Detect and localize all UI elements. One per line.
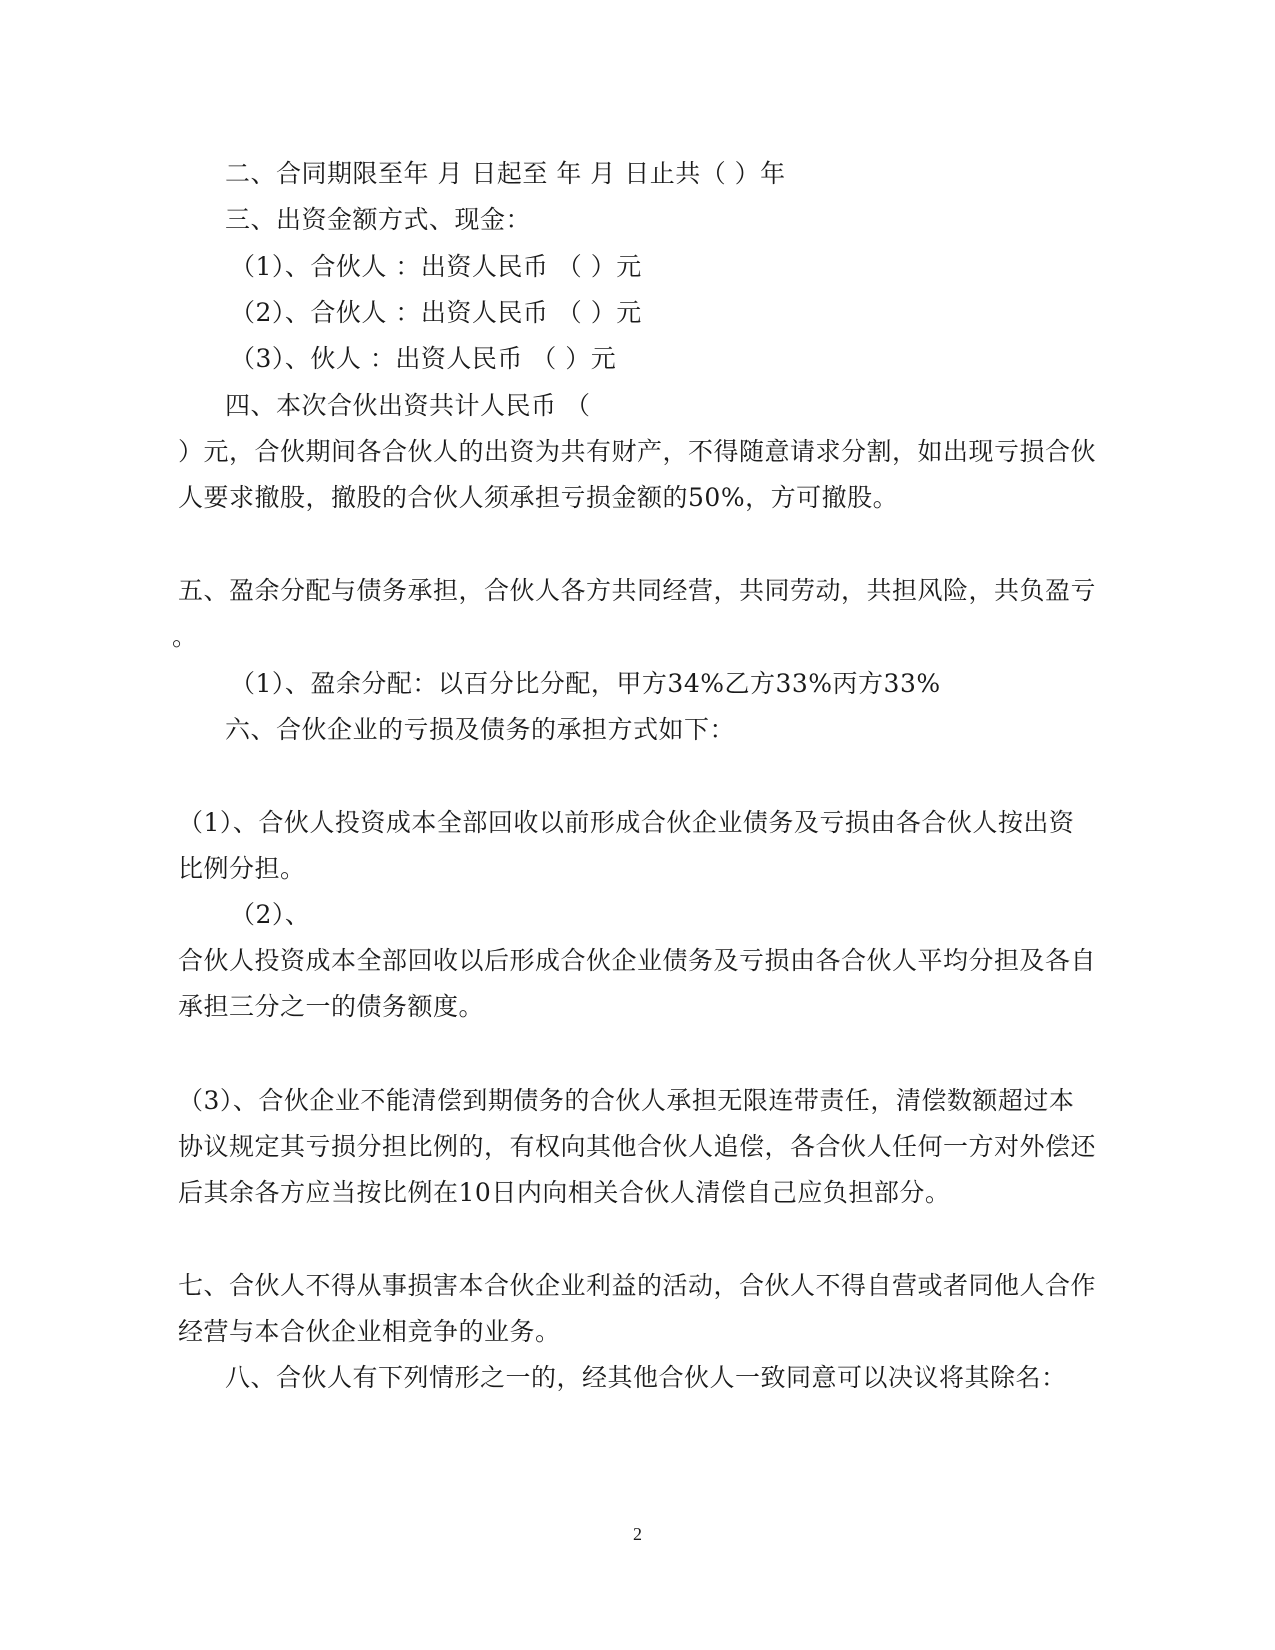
- partner-3-contribution: （3）、伙人 ：出资人民币 （ ）元: [230, 344, 617, 373]
- loss-item-2-text: 承担三分之一的债务额度。: [178, 992, 485, 1021]
- loss-item-2: （2）、: [230, 900, 311, 929]
- partner-2-contribution: （2）、合伙人 ：出资人民币 （ ）元: [230, 298, 642, 327]
- clause-4-text: ）元，合伙期间各合伙人的出资为共有财产，不得随意请求分割，如出现亏损合伙: [178, 437, 1097, 466]
- clause-3-contribution: 三、出资金额方式、现金：: [225, 205, 532, 234]
- clause-6-losses: 六、合伙企业的亏损及债务的承担方式如下：: [225, 715, 736, 744]
- loss-item-3: （3）、合伙企业不能清偿到期债务的合伙人承担无限连带责任，清偿数额超过本: [178, 1086, 1075, 1115]
- page-number: 2: [633, 1524, 642, 1544]
- clause-7-text: 经营与本合伙企业相竞争的业务。: [178, 1317, 561, 1346]
- loss-item-2-text: 合伙人投资成本全部回收以后形成合伙企业债务及亏损由各合伙人平均分担及各自: [178, 946, 1097, 975]
- clause-5-text: 。: [172, 622, 198, 651]
- clause-5-profit-debt: 五、盈余分配与债务承担，合伙人各方共同经营，共同劳动，共担风险，共负盈亏: [178, 576, 1097, 605]
- clause-2-term: 二、合同期限至年 月 日起至 年 月 日止共（ ）年: [225, 159, 786, 188]
- profit-distribution: （1）、盈余分配：以百分比分配，甲方34%乙方33%丙方33%: [230, 669, 941, 698]
- loss-item-3-text: 后其余各方应当按比例在10日内向相关合伙人清偿自己应负担部分。: [178, 1178, 951, 1207]
- loss-item-3-text: 协议规定其亏损分担比例的，有权向其他合伙人追偿，各合伙人任何一方对外偿还: [178, 1132, 1097, 1161]
- partner-1-contribution: （1）、合伙人 ：出资人民币 （ ）元: [230, 252, 642, 281]
- loss-item-1-text: 比例分担。: [178, 854, 306, 883]
- loss-item-1: （1）、合伙人投资成本全部回收以前形成合伙企业债务及亏损由各合伙人按出资: [178, 808, 1075, 837]
- clause-4-text: 人要求撤股，撤股的合伙人须承担亏损金额的50%，方可撤股。: [178, 483, 899, 512]
- clause-4-total: 四、本次合伙出资共计人民币 （: [225, 391, 591, 420]
- clause-7-non-compete: 七、合伙人不得从事损害本合伙企业利益的活动，合伙人不得自营或者同他人合作: [178, 1271, 1097, 1300]
- clause-8-expulsion: 八、合伙人有下列情形之一的，经其他合伙人一致同意可以决议将其除名：: [225, 1363, 1067, 1392]
